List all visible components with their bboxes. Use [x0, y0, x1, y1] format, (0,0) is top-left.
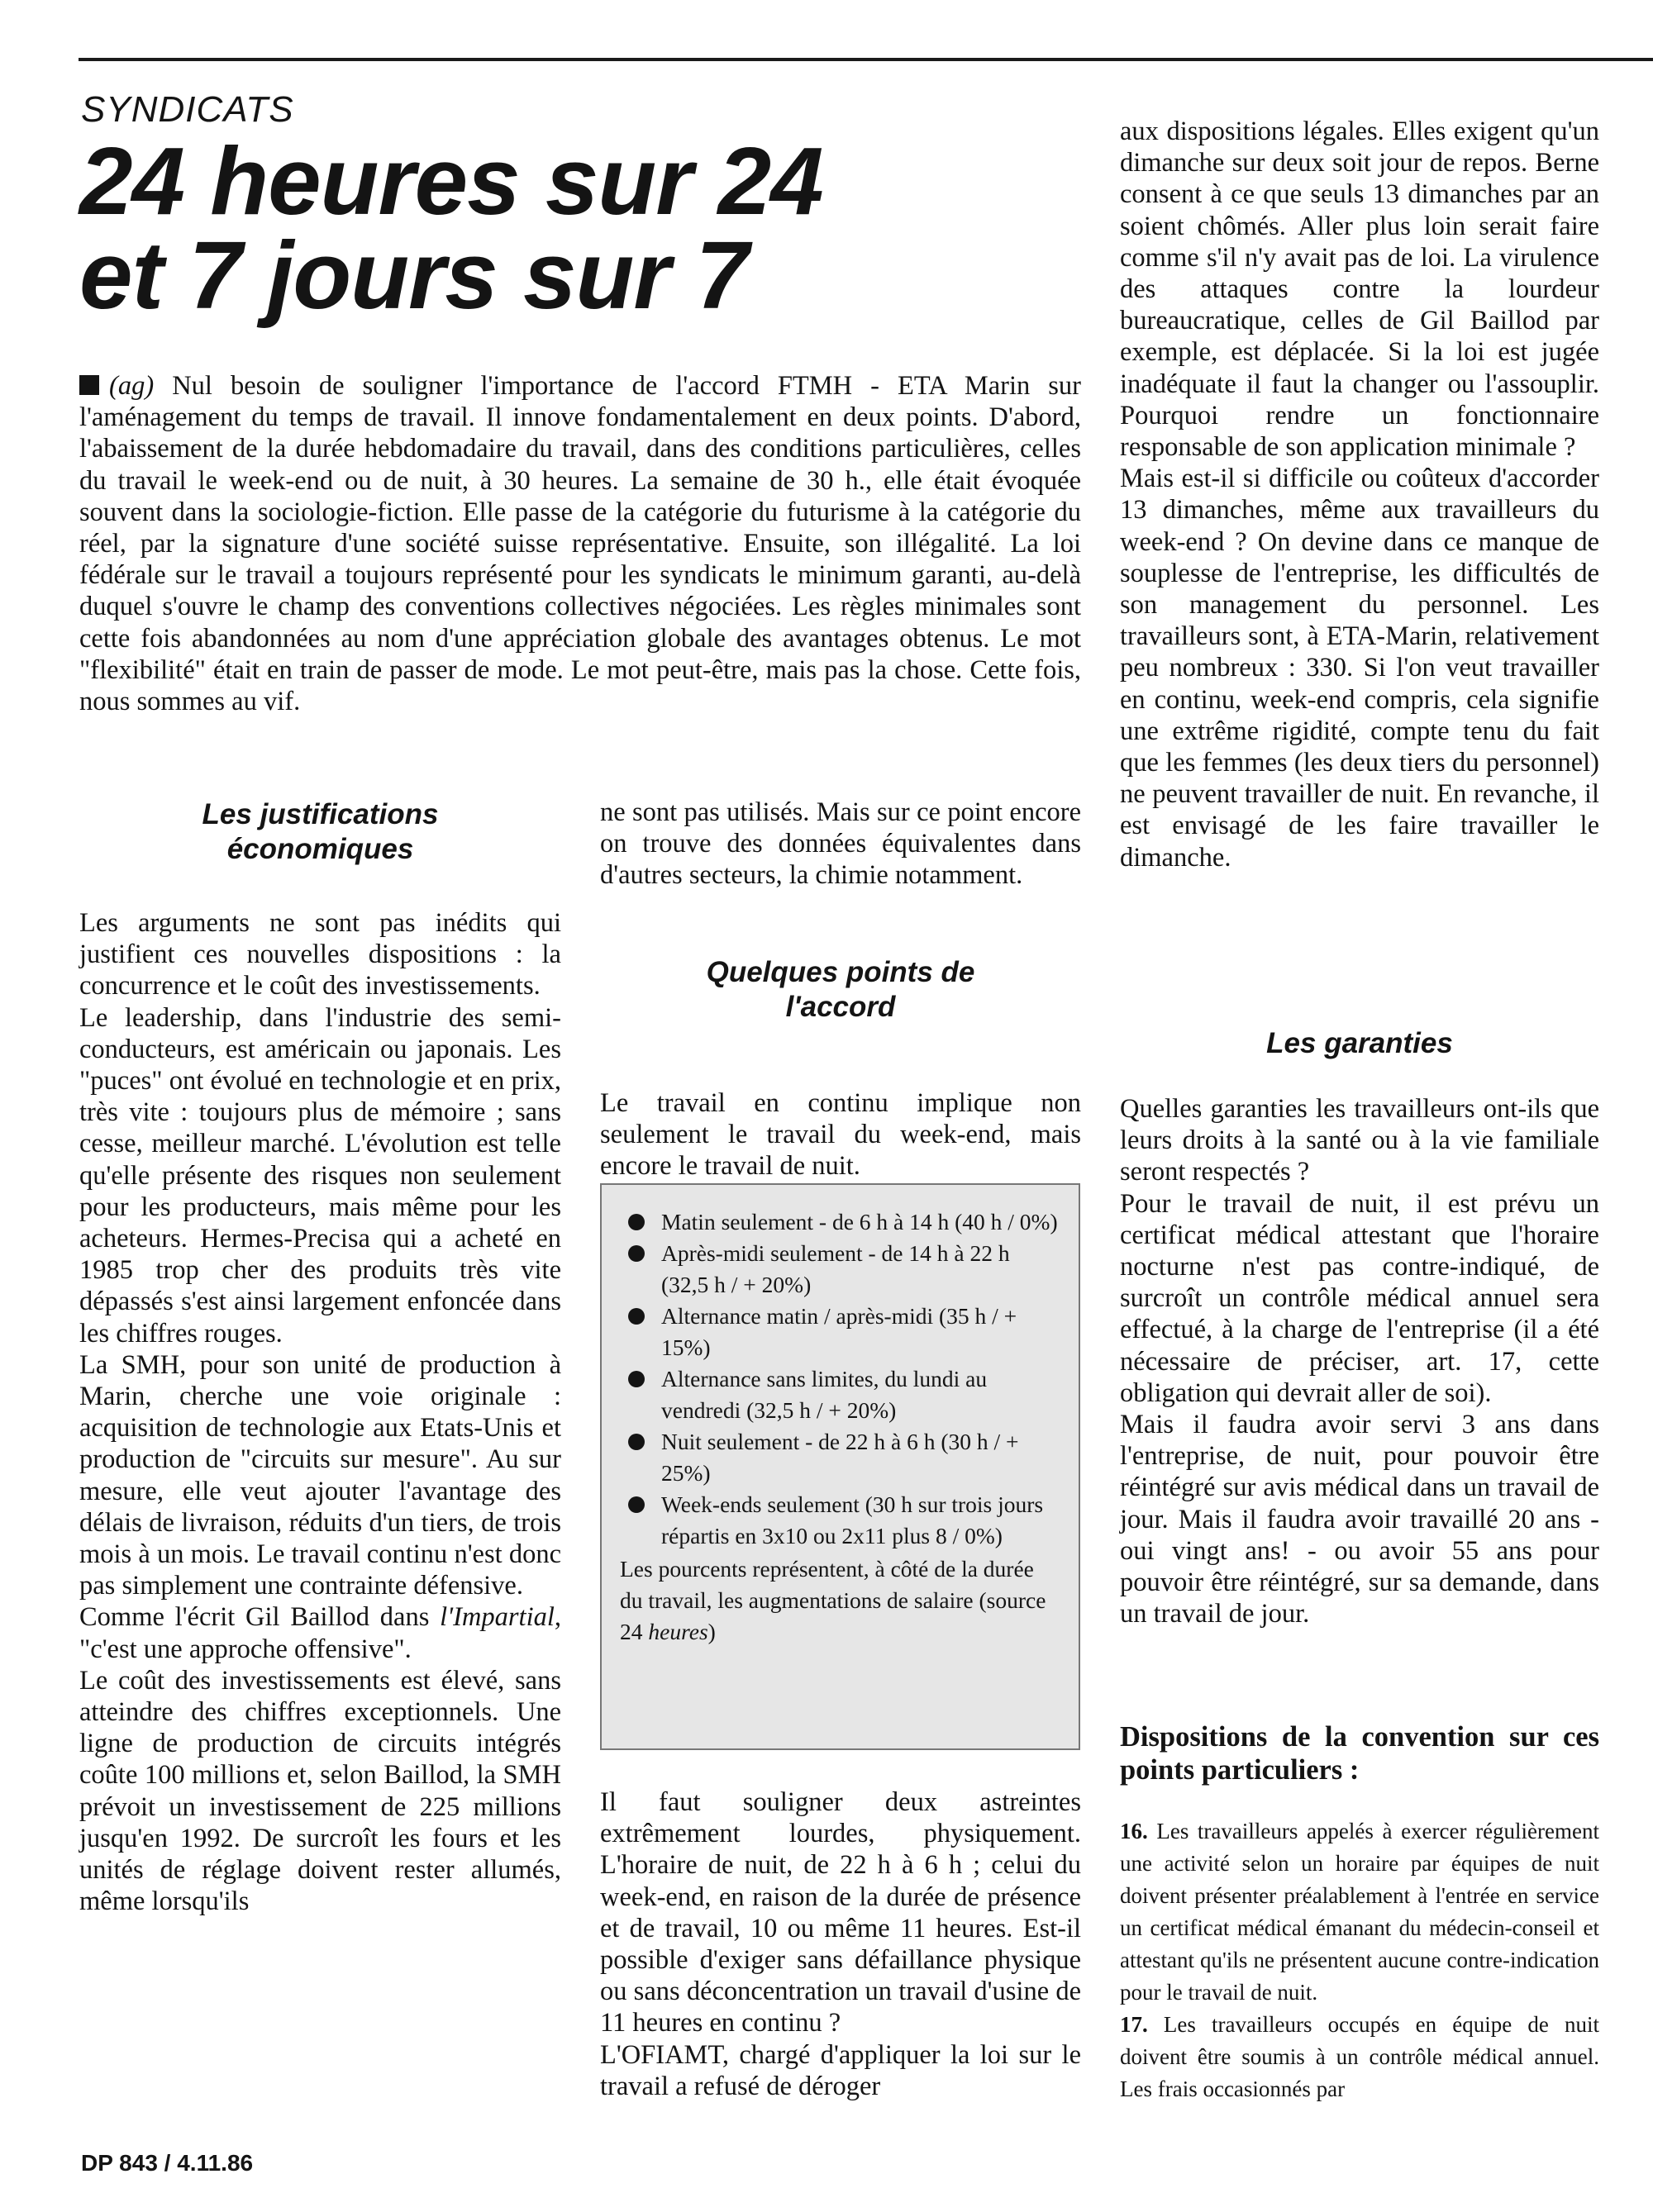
author-initials: (ag): [109, 371, 155, 401]
paragraph: Il faut souligner deux astreintes extrêmement lourdes, physiquement. L'horaire de nuit, de 22 h à 6 h ; celui du week-end, en raison de la durée de présence et de travail, 10 ou même 11 heures. Est-il possible d'exiger sans défaillance physique ou sans déconcentration un travail d'usine de 11 heures en continu ?: [600, 1787, 1081, 2038]
headline: [79, 127, 1071, 329]
paragraph: Les arguments ne sont pas inédits qui justifient ces nouvelles dispositions : la concurrence et le coût des investissements.: [79, 908, 561, 1001]
subheading-garanties: Les garanties: [1266, 1027, 1453, 1059]
list-item: [620, 1363, 1060, 1426]
paragraph: Quelles garanties les travailleurs ont-ils que leurs droits à la santé ou à la vie familiale seront respectés ?: [1120, 1094, 1599, 1187]
schedule-item-text: Matin seulement - de 6 h à 14 h (40 h / 0%): [661, 1209, 1058, 1234]
box-note: [620, 1553, 1060, 1648]
box-note-close: ): [707, 1619, 716, 1644]
paragraph: La SMH, pour son unité de production à Marin, cherche une voie originale : acquisition de technologie aux Etats-Unis et production de "circuits sur mesure". Au sur mesure, elle veut ajouter l'avantage des délais de livraison, réduits d'un tiers, de trois mois à un mois. Le travail continu n'est donc pas simplement une contrainte défensive.: [79, 1349, 561, 1601]
subheading-points-line-1: Quelques points de: [706, 956, 975, 988]
schedule-item-text: Alternance matin / après-midi (35 h / + 15%): [661, 1303, 1017, 1360]
list-item: [620, 1238, 1060, 1301]
lead-text: Nul besoin de souligner l'importance de l'accord FTMH - ETA Marin sur l'aménagement du temps de travail. Il innove fondamentalement en deux points. D'abord, l'abaissement de la durée hebdomadaire du travail, dans des conditions particulières, celles du travail le week-end ou de nuit, à 30 heures. La semaine de 30 h., elle était évoquée souvent dans la sociologie-fiction. Elle passe de la catégorie du futurisme à la catégorie du réel, par la signature d'une société suisse représentative. Ensuite, son illégalité. La loi fédérale sur le travail a toujours représenté pour les syndicats le minimum garanti, au-delà duquel s'ouvre le champ des conventions collectives négociées. Les règles minimales sont cette fois abandonnées au nom d'une appréciation globale des avantages obtenus. Le mot "flexibilité" était en train de passer de mode. Le mot peut-être, mais pas la chose. Cette fois, nous sommes au vif.: [79, 371, 1081, 717]
paragraph: aux dispositions légales. Elles exigent qu'un dimanche sur deux soit jour de repos. Berne consent à ce que seuls 13 dimanches par an soient chômés. Aller plus loin serait faire comme s'il n'y avait pas de loi. La virulence des attaques contre la lourdeur bureaucratique, celles de Gil Baillod par exemple, est déplacée. Si la loi est jugée inadéquate il faut la changer ou l'assouplir. Pourquoi rendre un fonctionnaire responsable de son application minimale ?: [1120, 117, 1599, 463]
paragraph: Pour le travail de nuit, il est prévu un certificat médical attestant que l'horaire nocturne n'est pas contre-indiqué, de surcroît un contrôle médical annuel sera effectué, à la charge de l'entreprise (il a été nécessaire de préciser, art. 17, cette obligation qui devrait aller de soi).: [1120, 1188, 1599, 1408]
column-2-intro: [600, 1087, 1081, 1182]
list-item: [620, 1301, 1060, 1363]
article-number: 16.: [1120, 1819, 1148, 1843]
subheading-justifications-line-2: économiques: [226, 833, 414, 865]
paragraph: Mais est-il si difficile ou coûteux d'accorder 13 dimanches, même aux travailleurs du week-end ? On devine dans ce manque de souplesse de l'entreprise, les difficultés de son management du personnel. Les travailleurs sont, à ETA-Marin, relativement peu nombreux : 330. Si l'on veut travailler en continu, week-end compris, cela signifie une extrême rigidité, compte tenu du fait que les femmes (les deux tiers du personnel) ne peuvent travailler de nuit. En revanche, il est envisagé de les faire travailler le dimanche.: [1120, 464, 1599, 873]
quote-text: , "c'est une approche offensive".: [79, 1602, 562, 1664]
list-item: [620, 1426, 1060, 1489]
schedule-box: [600, 1183, 1080, 1750]
box-note-text: Les pourcents représentent, à côté de la durée du travail, les augmentations de salaire (source 24: [620, 1556, 1046, 1644]
paragraph: ne sont pas utilisés. Mais sur ce point encore on trouve des données équivalentes dans d'autres secteurs, la chimie notamment.: [600, 797, 1081, 891]
section-kicker: SYNDICATS: [81, 89, 294, 130]
article-text: Les travailleurs occupés en équipe de nuit doivent être soumis à un contrôle médical annuel. Les frais occasionnés par: [1120, 2012, 1599, 2101]
lead-paragraph: [79, 370, 1081, 717]
headline-line-2: et 7 jours sur 7: [79, 221, 749, 329]
bullet-icon: [628, 1245, 645, 1262]
schedule-item-text: Alternance sans limites, du lundi au vendredi (32,5 h / + 20%): [661, 1366, 988, 1423]
paragraph: [79, 1601, 561, 1664]
subheading-points-line-2: l'accord: [785, 991, 896, 1023]
box-note-source: heures: [648, 1619, 708, 1644]
article-16: [1120, 1815, 1599, 2009]
bullet-icon: [628, 1371, 645, 1387]
paragraph: Le travail en continu implique non seulement le travail du week-end, mais encore le travail de nuit.: [600, 1088, 1081, 1182]
article-number: 17.: [1120, 2012, 1148, 2037]
bullet-icon: [628, 1434, 645, 1450]
bullet-icon: [628, 1308, 645, 1325]
square-bullet-icon: [79, 375, 99, 395]
column-2-top: [600, 797, 1081, 892]
bullet-icon: [628, 1496, 645, 1513]
column-3-garanties: [1120, 1093, 1599, 1629]
column-3-body: [1120, 116, 1599, 873]
bullet-icon: [628, 1214, 645, 1230]
convention-heading: Dispositions de la convention sur ces points particuliers :: [1120, 1721, 1599, 1786]
schedule-list: [620, 1206, 1060, 1552]
list-item: [620, 1206, 1060, 1238]
article-text: Les travailleurs appelés à exercer régulièrement une activité selon un horaire par équipes de nuit doivent présenter préalablement à l'entrée en service un certificat médical émanant du médecin-conseil et attestant qu'ils ne présentent aucune contre-indication pour le travail de nuit.: [1120, 1819, 1600, 2005]
schedule-item-text: Nuit seulement - de 22 h à 6 h (30 h / + 25%): [661, 1429, 1019, 1486]
subheading-justifications-line-1: Les justifications: [202, 798, 439, 830]
subheading-points-accord: [600, 955, 1081, 1025]
paragraph: Le coût des investissements est élevé, sans atteindre des chiffres exceptionnels. Une ligne de production de circuits intégrés coûte 100 millions et, selon Baillod, la SMH prévoit un investissement de 225 millions jusqu'en 1992. De surcroît les fours et les unités de réglage doivent rester allumés, même lorsqu'ils: [79, 1665, 561, 1917]
newspaper-title: l'Impartial: [440, 1602, 555, 1633]
quote-intro: Comme l'écrit Gil Baillod dans: [79, 1602, 430, 1633]
article-17: [1120, 2009, 1599, 2105]
top-rule: [79, 58, 1653, 61]
page-footer: DP 843 / 4.11.86: [81, 2150, 254, 2176]
column-1-body: [79, 907, 561, 1918]
list-item: [620, 1489, 1060, 1552]
column-2-bottom: [600, 1786, 1081, 2102]
schedule-item-text: Après-midi seulement - de 14 h à 22 h (32,5 h / + 20%): [661, 1240, 1010, 1297]
paragraph: Le leadership, dans l'industrie des semi-conducteurs, est américain ou japonais. Les "puces" ont évolué en technologie et en prix, très vite : toujours plus de mémoire ; sans cesse, meilleur marché. L'évolution est telle qu'elle présente des risques non seulement pour les producteurs, mais même pour les acheteurs. Hermes-Precisa qui a acheté en 1985 trop cher des produits très vite dépassés s'est ainsi largement enfoncée dans les chiffres rouges.: [79, 1002, 561, 1349]
headline-line-1: 24 heures sur 24: [79, 127, 823, 235]
subheading-justifications: [79, 797, 561, 867]
convention-articles: [1120, 1815, 1599, 2105]
paragraph: L'OFIAMT, chargé d'appliquer la loi sur le travail a refusé de déroger: [600, 2039, 1081, 2101]
schedule-item-text: Week-ends seulement (30 h sur trois jours répartis en 3x10 ou 2x11 plus 8 / 0%): [661, 1491, 1044, 1548]
paragraph: Mais il faudra avoir servi 3 ans dans l'entreprise, de nuit, pour pouvoir être réintégré sur avis médical dans un travail de jour. Mais il faudra avoir travaillé 20 ans - oui vingt ans! - ou avoir 55 ans pour pouvoir être réintégré, sur sa demande, dans un travail de jour.: [1120, 1410, 1599, 1629]
